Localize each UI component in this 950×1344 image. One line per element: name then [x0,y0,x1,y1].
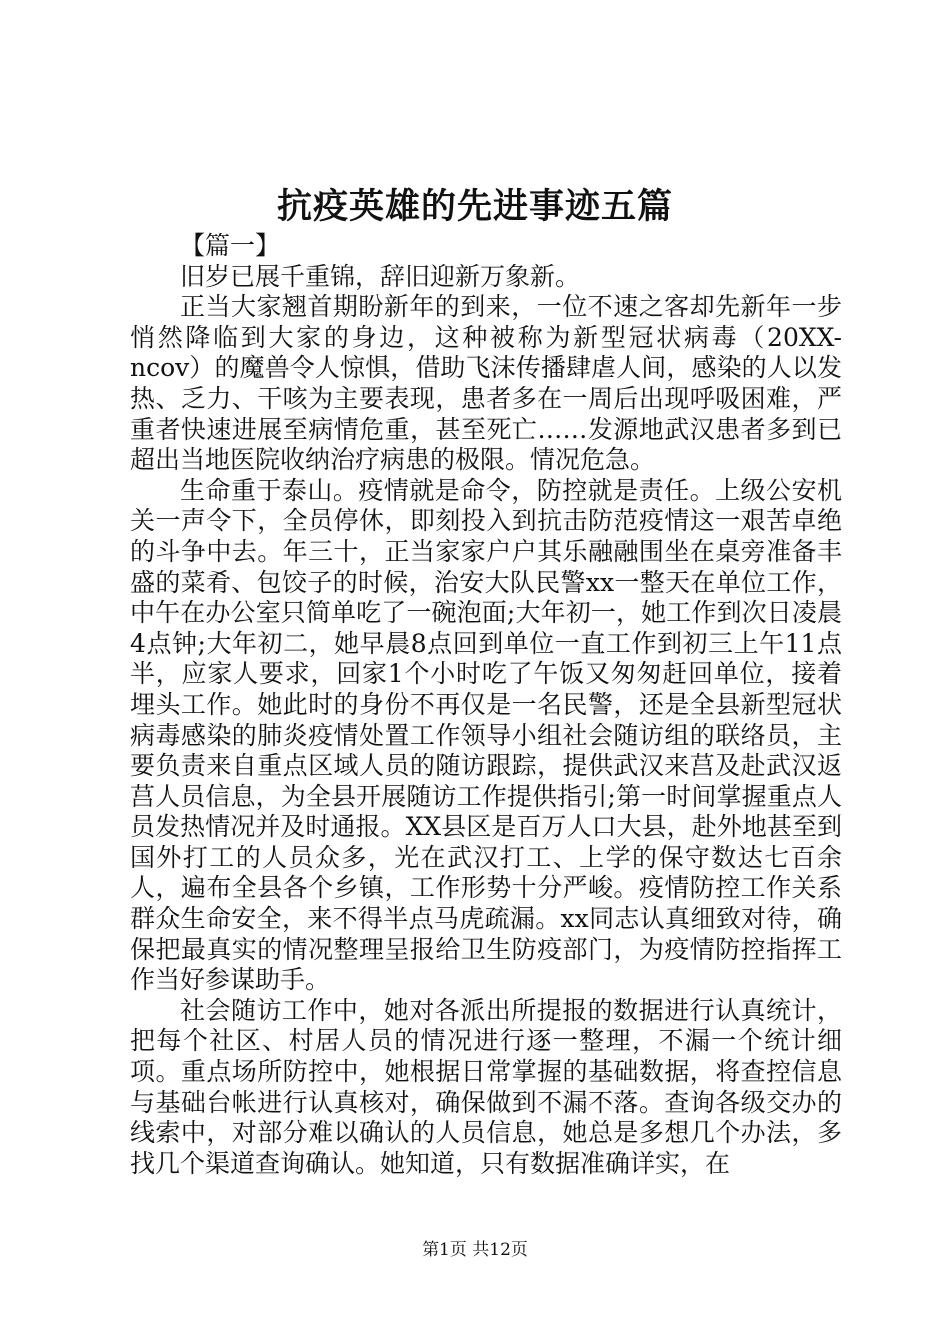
document-title: 抗疫英雄的先进事迹五篇 [276,186,673,227]
paragraph-4: 社会随访工作中，她对各派出所提报的数据进行认真统计，把每个社区、村居人员的情况进行逐一整理，不漏一个统计细项。重点场所防控中，她根据日常掌握的基础数据，将查控信息与基础台帐进行认真核对，确保做到不漏不落。查询各级交办的线索中，对部分难以确认的人员信息，她总是多想几个办法，多找几个渠道查询确认。她知道，只有数据准确详实，在 [130,995,842,1178]
section-heading: 【篇一】 [180,231,281,260]
paragraph-2: 正当大家翘首期盼新年的到来，一位不速之客却先新年一步悄然降临到大家的身边，这种被称为新型冠状病毒（20XX-ncov）的魔兽令人惊惧，借助飞沫传播肆虐人间，感染的人以发热、乏力、干咳为主要表现，患者多在一周后出现呼吸困难，严重者快速进展至病情危重，甚至死亡……发源地武汉患者多到已超出当地医院收纳治疗病患的极限。情况危急。 [130,292,842,475]
paragraph-1: 旧岁已展千重锦，辞旧迎新万象新。 [180,261,581,291]
page-footer: 第1页 共12页 [422,1240,528,1260]
paragraph-3: 生命重于泰山。疫情就是命令，防控就是责任。上级公安机关一声令下，全员停休，即刻投入到抗击防范疫情这一艰苦卓绝的斗争中去。年三十，正当家家户户其乐融融围坐在桌旁准备丰盛的菜肴、包饺子的时候，治安大队民警xx一整天在单位工作，中午在办公室只简单吃了一碗泡面;大年初一，她工作到次日凌晨4点钟;大年初二，她早晨8点回到单位一直工作到初三上午11点半，应家人要求，回家1个小时吃了午饭又匆匆赶回单位，接着埋头工作。她此时的身份不再仅是一名民警，还是全县新型冠状病毒感染的肺炎疫情处置工作领导小组社会随访组的联络员，主要负责来自重点区域人员的随访跟踪，提供武汉来莒及赴武汉返莒人员信息，为全县开展随访工作提供指引;第一时间掌握重点人员发热情况并及时通报。XX县区是百万人口大县，赴外地甚至到国外打工的人员众多，光在武汉打工、上学的保守数达七百余人，遍布全县各个乡镇，工作形势十分严峻。疫情防控工作关系群众生命安全，来不得半点马虎疏漏。xx同志认真细致对待，确保把最真实的情况整理呈报给卫生防疫部门，为疫情防控指挥工作当好参谋助手。 [130,475,842,995]
document-body [130,231,842,1179]
